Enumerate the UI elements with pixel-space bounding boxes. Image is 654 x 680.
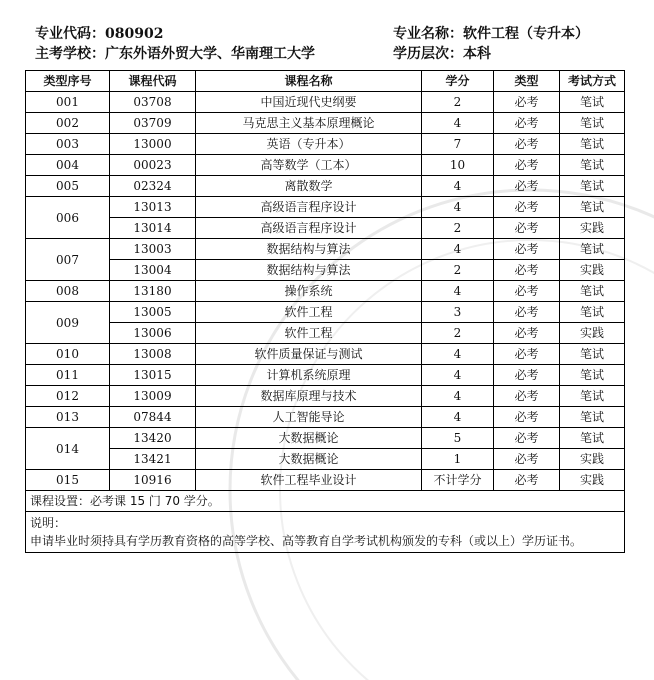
major-name <box>393 24 589 44</box>
type-no-cell: 011 <box>26 365 110 386</box>
exam-method-cell: 笔试 <box>560 386 625 407</box>
kind-cell: 必考 <box>494 407 560 428</box>
col-header-credit: 学分 <box>422 71 494 92</box>
course-name-cell: 数据结构与算法 <box>196 260 422 281</box>
school-value: 广东外语外贸大学、华南理工大学 <box>105 46 315 62</box>
document-header <box>35 24 635 68</box>
credit-cell: 3 <box>422 302 494 323</box>
exam-method-cell: 笔试 <box>560 281 625 302</box>
course-name-cell: 软件工程 <box>196 323 422 344</box>
exam-method-cell: 笔试 <box>560 302 625 323</box>
kind-cell: 必考 <box>494 344 560 365</box>
credit-cell: 2 <box>422 260 494 281</box>
major-name-value: 软件工程（专升本） <box>463 26 589 42</box>
type-no-cell: 003 <box>26 134 110 155</box>
credit-cell: 4 <box>422 113 494 134</box>
type-no-cell: 004 <box>26 155 110 176</box>
note-row <box>26 512 625 553</box>
exam-method-cell: 笔试 <box>560 407 625 428</box>
exam-method-cell: 笔试 <box>560 239 625 260</box>
kind-cell: 必考 <box>494 218 560 239</box>
course-code-cell: 10916 <box>110 470 196 491</box>
course-code-cell: 13004 <box>110 260 196 281</box>
course-code-cell: 13009 <box>110 386 196 407</box>
table-row <box>26 302 625 323</box>
credit-cell: 5 <box>422 428 494 449</box>
course-setting-row <box>26 491 625 512</box>
course-code-cell: 13008 <box>110 344 196 365</box>
credit-cell: 不计学分 <box>422 470 494 491</box>
kind-cell: 必考 <box>494 428 560 449</box>
exam-method-cell: 笔试 <box>560 428 625 449</box>
credit-cell: 4 <box>422 407 494 428</box>
exam-method-cell: 笔试 <box>560 365 625 386</box>
kind-cell: 必考 <box>494 176 560 197</box>
type-no-cell: 001 <box>26 92 110 113</box>
col-header-course-code: 课程代码 <box>110 71 196 92</box>
course-setting-text: 课程设置：必考课 15 门 70 学分。 <box>26 491 625 512</box>
credit-cell: 4 <box>422 239 494 260</box>
table-row <box>26 218 625 239</box>
major-code <box>35 24 163 44</box>
table-row <box>26 323 625 344</box>
kind-cell: 必考 <box>494 281 560 302</box>
exam-method-cell: 实践 <box>560 218 625 239</box>
col-header-type-no: 类型序号 <box>26 71 110 92</box>
exam-method-cell: 笔试 <box>560 155 625 176</box>
type-no-cell: 014 <box>26 428 110 470</box>
course-name-cell: 大数据概论 <box>196 449 422 470</box>
col-header-kind: 类型 <box>494 71 560 92</box>
course-code-cell: 13421 <box>110 449 196 470</box>
exam-method-cell: 实践 <box>560 323 625 344</box>
type-no-cell: 013 <box>26 407 110 428</box>
course-name-cell: 高级语言程序设计 <box>196 218 422 239</box>
kind-cell: 必考 <box>494 470 560 491</box>
credit-cell: 4 <box>422 281 494 302</box>
table-row <box>26 260 625 281</box>
course-name-cell: 操作系统 <box>196 281 422 302</box>
major-name-label: 专业名称： <box>393 26 463 42</box>
note-text: 申请毕业时须持具有学历教育资格的高等学校、高等教育自学考试机构颁发的专科（或以上）学历证书。 <box>30 534 583 548</box>
type-no-cell: 006 <box>26 197 110 239</box>
course-code-cell: 03709 <box>110 113 196 134</box>
table-row <box>26 134 625 155</box>
exam-method-cell: 笔试 <box>560 113 625 134</box>
course-name-cell: 人工智能导论 <box>196 407 422 428</box>
type-no-cell: 015 <box>26 470 110 491</box>
table-row <box>26 470 625 491</box>
table-row <box>26 428 625 449</box>
credit-cell: 4 <box>422 365 494 386</box>
course-code-cell: 00023 <box>110 155 196 176</box>
type-no-cell: 005 <box>26 176 110 197</box>
course-code-cell: 13180 <box>110 281 196 302</box>
kind-cell: 必考 <box>494 449 560 470</box>
kind-cell: 必考 <box>494 239 560 260</box>
kind-cell: 必考 <box>494 197 560 218</box>
table-header-row <box>26 71 625 92</box>
table-row <box>26 113 625 134</box>
school-label: 主考学校： <box>35 46 105 62</box>
table-row <box>26 449 625 470</box>
table-row <box>26 239 625 260</box>
table-row <box>26 344 625 365</box>
kind-cell: 必考 <box>494 155 560 176</box>
course-name-cell: 软件工程毕业设计 <box>196 470 422 491</box>
course-code-cell: 13003 <box>110 239 196 260</box>
kind-cell: 必考 <box>494 302 560 323</box>
level <box>393 44 491 64</box>
kind-cell: 必考 <box>494 113 560 134</box>
kind-cell: 必考 <box>494 365 560 386</box>
credit-cell: 10 <box>422 155 494 176</box>
kind-cell: 必考 <box>494 260 560 281</box>
credit-cell: 2 <box>422 92 494 113</box>
col-header-course-name: 课程名称 <box>196 71 422 92</box>
course-name-cell: 软件质量保证与测试 <box>196 344 422 365</box>
course-code-cell: 07844 <box>110 407 196 428</box>
credit-cell: 1 <box>422 449 494 470</box>
exam-method-cell: 笔试 <box>560 197 625 218</box>
credit-cell: 4 <box>422 176 494 197</box>
course-code-cell: 13015 <box>110 365 196 386</box>
type-no-cell: 007 <box>26 239 110 281</box>
exam-method-cell: 实践 <box>560 449 625 470</box>
course-name-cell: 大数据概论 <box>196 428 422 449</box>
type-no-cell: 010 <box>26 344 110 365</box>
course-table <box>25 70 625 553</box>
course-code-cell: 13013 <box>110 197 196 218</box>
course-code-cell: 02324 <box>110 176 196 197</box>
type-no-cell: 012 <box>26 386 110 407</box>
exam-method-cell: 笔试 <box>560 92 625 113</box>
course-code-cell: 13000 <box>110 134 196 155</box>
table-row <box>26 176 625 197</box>
note-label: 说明： <box>30 516 67 530</box>
credit-cell: 2 <box>422 323 494 344</box>
kind-cell: 必考 <box>494 92 560 113</box>
course-name-cell: 高级语言程序设计 <box>196 197 422 218</box>
exam-method-cell: 实践 <box>560 470 625 491</box>
type-no-cell: 002 <box>26 113 110 134</box>
note-cell <box>26 512 625 553</box>
exam-method-cell: 实践 <box>560 260 625 281</box>
course-name-cell: 马克思主义基本原理概论 <box>196 113 422 134</box>
table-row <box>26 407 625 428</box>
major-code-value: 080902 <box>105 26 164 42</box>
table-row <box>26 365 625 386</box>
credit-cell: 4 <box>422 344 494 365</box>
school <box>35 44 315 64</box>
exam-method-cell: 笔试 <box>560 134 625 155</box>
course-name-cell: 离散数学 <box>196 176 422 197</box>
course-code-cell: 13005 <box>110 302 196 323</box>
exam-method-cell: 笔试 <box>560 344 625 365</box>
level-label: 学历层次： <box>393 46 463 62</box>
course-code-cell: 13014 <box>110 218 196 239</box>
table-row <box>26 281 625 302</box>
header-row-2 <box>35 44 635 64</box>
credit-cell: 2 <box>422 218 494 239</box>
table-row <box>26 197 625 218</box>
credit-cell: 4 <box>422 386 494 407</box>
level-value: 本科 <box>463 46 491 62</box>
exam-method-cell: 笔试 <box>560 176 625 197</box>
kind-cell: 必考 <box>494 323 560 344</box>
course-name-cell: 数据库原理与技术 <box>196 386 422 407</box>
major-code-label: 专业代码： <box>35 26 105 42</box>
table-row <box>26 386 625 407</box>
course-table-body <box>26 92 625 491</box>
course-name-cell: 软件工程 <box>196 302 422 323</box>
type-no-cell: 009 <box>26 302 110 344</box>
type-no-cell: 008 <box>26 281 110 302</box>
credit-cell: 7 <box>422 134 494 155</box>
kind-cell: 必考 <box>494 134 560 155</box>
table-row <box>26 92 625 113</box>
course-code-cell: 13006 <box>110 323 196 344</box>
course-name-cell: 高等数学（工本） <box>196 155 422 176</box>
course-name-cell: 数据结构与算法 <box>196 239 422 260</box>
course-name-cell: 中国近现代史纲要 <box>196 92 422 113</box>
kind-cell: 必考 <box>494 386 560 407</box>
credit-cell: 4 <box>422 197 494 218</box>
header-row-1 <box>35 24 635 44</box>
col-header-exam-method: 考试方式 <box>560 71 625 92</box>
course-name-cell: 英语（专升本） <box>196 134 422 155</box>
course-name-cell: 计算机系统原理 <box>196 365 422 386</box>
course-code-cell: 03708 <box>110 92 196 113</box>
course-code-cell: 13420 <box>110 428 196 449</box>
table-row <box>26 155 625 176</box>
